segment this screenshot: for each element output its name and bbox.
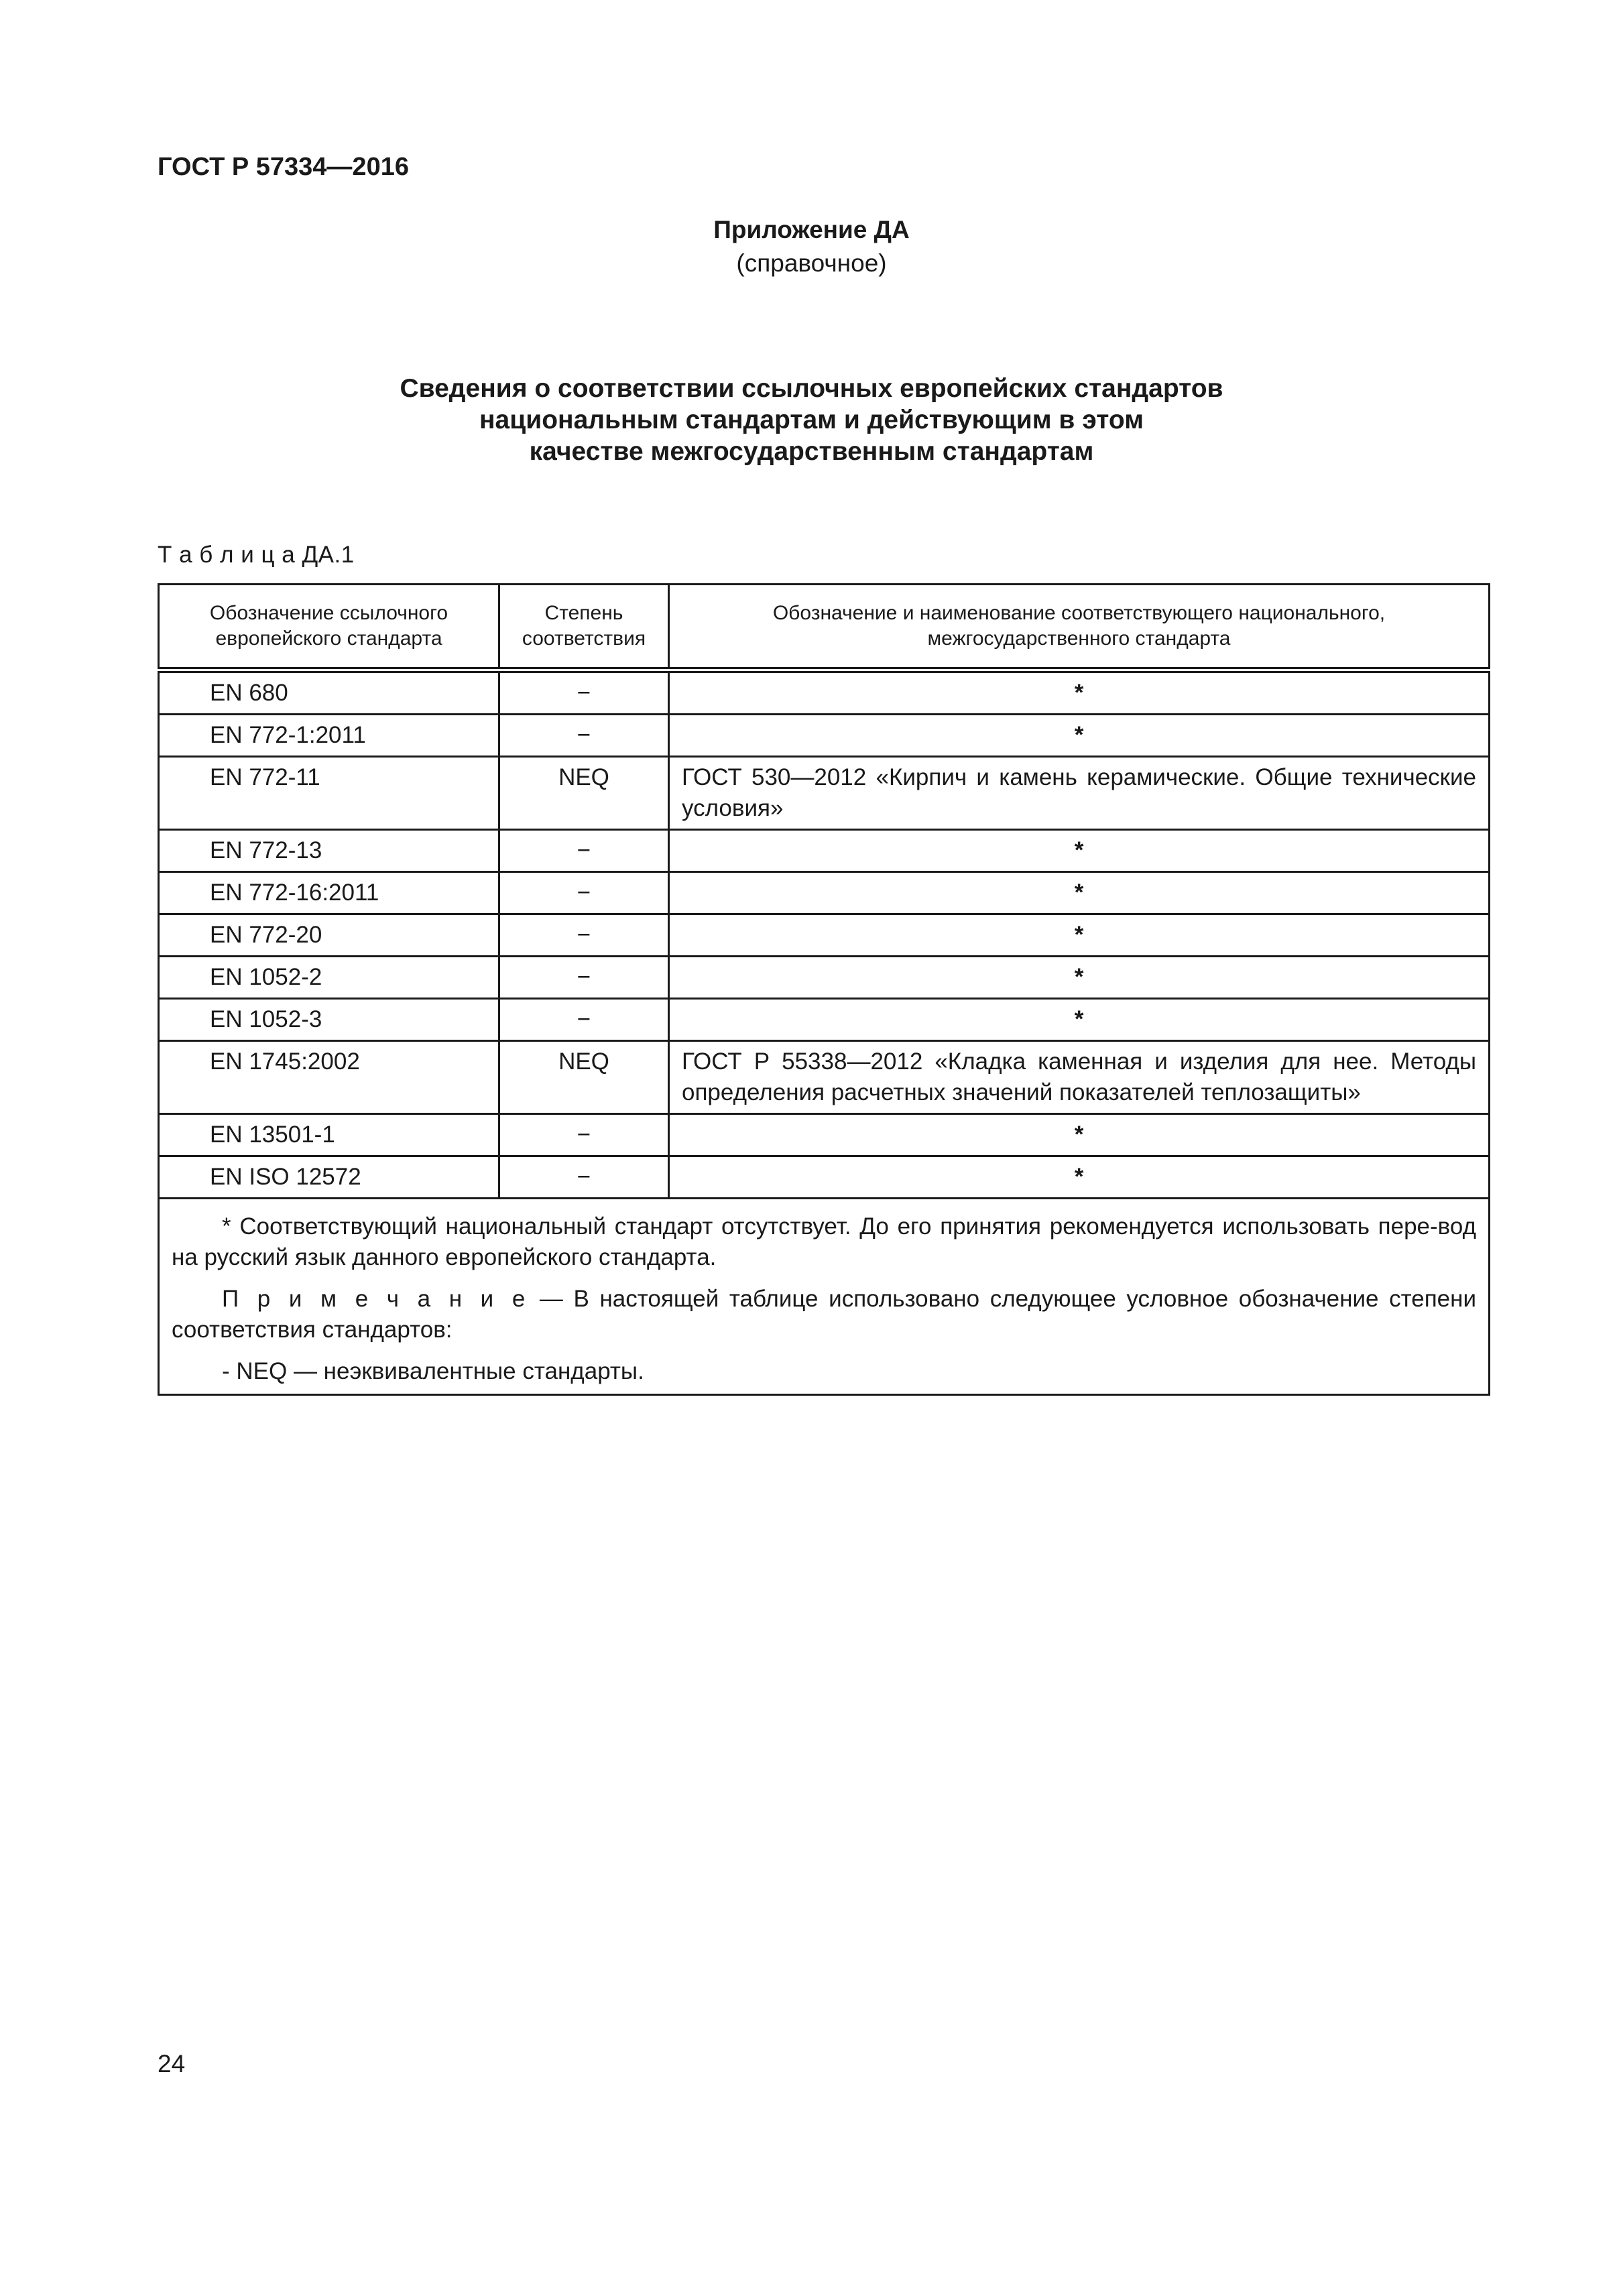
note-item: - NEQ — неэквивалентные стандарты. — [222, 1358, 644, 1384]
table-row — [159, 757, 1490, 830]
degree-cell: − — [499, 715, 669, 757]
document-code: ГОСТ Р 57334—2016 — [158, 153, 409, 181]
en-standard-cell: EN 1052-3 — [159, 999, 499, 1041]
standards-table — [158, 583, 1490, 1396]
degree-cell: − — [499, 872, 669, 914]
en-standard-cell: EN 772-20 — [159, 914, 499, 957]
section-title-line: национальным стандартам и действующим в этом — [479, 406, 1144, 434]
section-title — [0, 373, 1623, 467]
table-row — [159, 914, 1490, 957]
degree-cell: − — [499, 1156, 669, 1199]
table-row — [159, 1041, 1490, 1114]
national-standard-cell: * — [669, 872, 1490, 914]
national-standard-cell: * — [669, 957, 1490, 999]
national-standard-cell: * — [669, 715, 1490, 757]
degree-cell: − — [499, 1114, 669, 1156]
table-row — [159, 1156, 1490, 1199]
table-row — [159, 957, 1490, 999]
en-standard-cell: EN 13501-1 — [159, 1114, 499, 1156]
en-standard-cell: EN 1745:2002 — [159, 1041, 499, 1114]
en-standard-cell: EN 772-13 — [159, 830, 499, 872]
header-en-standard: Обозначение ссылочного европейского стандарта — [159, 585, 499, 670]
header-national-standard: Обозначение и наименование соответствующего национального, межгосударственного стандарта — [669, 585, 1490, 670]
en-standard-cell: EN 772-1:2011 — [159, 715, 499, 757]
national-standard-cell: * — [669, 1156, 1490, 1199]
national-standard-cell: ГОСТ 530—2012 «Кирпич и камень керамические. Общие технические условия» — [669, 757, 1490, 830]
table-row — [159, 715, 1490, 757]
table-header-row — [159, 585, 1490, 670]
table-row — [159, 670, 1490, 715]
note-text: — В настоящей таблице использовано следующее условное обозначение степени соответствия стандартов: — [172, 1286, 1476, 1343]
degree-cell: − — [499, 670, 669, 715]
national-standard-cell: * — [669, 830, 1490, 872]
appendix-type: (справочное) — [736, 249, 887, 277]
national-standard-cell: * — [669, 670, 1490, 715]
degree-cell: − — [499, 830, 669, 872]
section-title-line: качестве межгосударственным стандартам — [529, 437, 1094, 466]
table-row — [159, 1114, 1490, 1156]
table-row — [159, 999, 1490, 1041]
degree-cell: NEQ — [499, 757, 669, 830]
page-number: 24 — [158, 2050, 186, 2077]
header-degree: Степень соответствия — [499, 585, 669, 670]
table-row — [159, 872, 1490, 914]
degree-cell: − — [499, 999, 669, 1041]
note-label: П р и м е ч а н и е — [222, 1286, 530, 1312]
table-notes — [159, 1199, 1490, 1395]
en-standard-cell: EN 772-11 — [159, 757, 499, 830]
degree-cell: − — [499, 914, 669, 957]
national-standard-cell: * — [669, 1114, 1490, 1156]
note — [172, 1284, 1476, 1345]
table-footer-row — [159, 1199, 1490, 1395]
section-title-line: Сведения о соответствии ссылочных европейских стандартов — [400, 374, 1223, 403]
national-standard-cell: ГОСТ Р 55338—2012 «Кладка каменная и изделия для нее. Методы определения расчетных значений показателей теплозащиты» — [669, 1041, 1490, 1114]
degree-cell: − — [499, 957, 669, 999]
table-caption: Т а б л и ц а ДА.1 — [158, 542, 355, 568]
national-standard-cell: * — [669, 914, 1490, 957]
en-standard-cell: EN 680 — [159, 670, 499, 715]
degree-cell: NEQ — [499, 1041, 669, 1114]
en-standard-cell: EN 772-16:2011 — [159, 872, 499, 914]
en-standard-cell: EN 1052-2 — [159, 957, 499, 999]
footnote: * Соответствующий национальный стандарт отсутствует. До его принятия рекомендуется использовать пере-вод на русский язык данного европейского стандарта. — [172, 1213, 1476, 1270]
appendix-title: Приложение ДА — [713, 216, 910, 243]
national-standard-cell: * — [669, 999, 1490, 1041]
en-standard-cell: EN ISO 12572 — [159, 1156, 499, 1199]
table-row — [159, 830, 1490, 872]
